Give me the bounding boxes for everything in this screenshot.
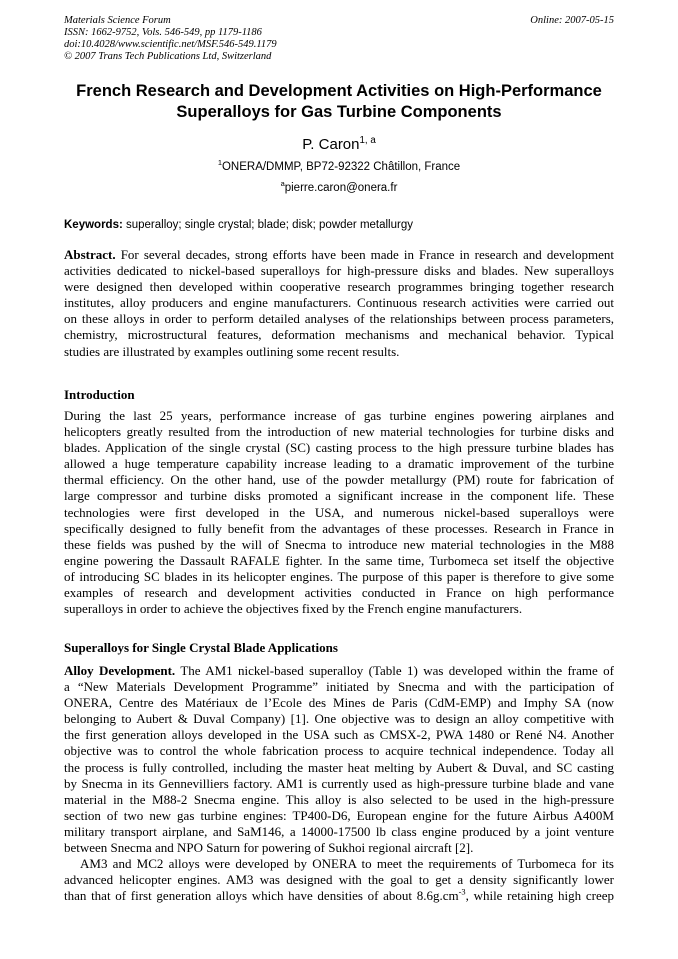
text-line [64,792,614,808]
text-line [64,888,614,904]
text-line [64,840,614,856]
keywords-text: superalloy; single crystal; blade; disk; powder metallurgy [122,219,413,231]
line-text: helicopters greatly resulted from the introduction of new material technologies for turbine disks and [64,424,614,440]
line-text: the first generation alloys developed in the USA such as CMSX-2, PWA 1480 or René N4. Another [64,727,614,743]
line-text: by Snecma in its Gennevilliers factory. AM1 is currently used as high-pressure turbine blade and vane [64,775,614,791]
alloy-development-paragraph [64,663,614,904]
line-text: The AM1 nickel-based superalloy (Table 1) was developed within the frame of [175,663,614,678]
line-text: these fields was pushed by the will of Snecma to introduce new material technologies in the M88 [64,536,614,552]
line-text: were designed then developed within cooperative research programmes bringing together research [64,279,614,295]
line-text: between Snecma and NPO Saturn for powering of Sukhoi regional aircraft [2]. [64,840,474,856]
line-text: of introducing SC blades in its helicopter engines. The purpose of this paper is therefore to give some [64,568,614,584]
text-line [64,695,614,711]
issn: ISSN: 1662-9752, Vols. 546-549, pp 1179-1186 [64,27,262,38]
text-line [64,311,614,327]
affiliation-text: ONERA/DMMP, BP72-92322 Châtillon, France [221,161,461,173]
line-text: a “New Materials Development Programme” initiated by Snecma and with the participation of [64,679,614,695]
run-in-heading: Abstract. [64,247,116,262]
line-text: military transport airplane, and SaM146, a 14000-17500 lb class engine produced by a joint venture [64,823,614,839]
line-text: material in the M88-2 Snecma engine. This alloy is also selected to be used in the high-pressure [64,791,614,807]
line-text: For several decades, strong efforts have been made in France in research and development [115,247,614,262]
text-line [64,856,614,872]
text-line [64,263,614,279]
text-line [64,488,614,504]
section-heading-single-crystal: Superalloys for Single Crystal Blade Applications [64,640,338,655]
affiliation-sup: 1 [217,158,222,168]
line-text: examples of research and development activities conducted in France on high performance [64,585,614,601]
paper-title [0,81,678,123]
run-in-heading: Alloy Development. [64,663,176,678]
line-text: activities dedicated to nickel-based superalloys for high-pressure disks and blades. New superalloys [64,263,614,279]
line-text: belonging to Aubert & Duval Company) [1]. One objective was to design an alloy competitive with [64,711,614,727]
line-text: During the last 25 years, performance increase of gas turbine engines powering airplanes and [64,408,614,423]
copyright: © 2007 Trans Tech Publications Ltd, Switzerland [64,51,272,62]
text-line [64,824,614,840]
text-line [64,760,614,776]
line-text: than that of first generation alloys which have densities of about 8.6g.cm [64,888,459,904]
text-line [64,327,614,343]
superscript: -3 [458,886,466,897]
introduction-paragraph [64,408,614,617]
line-text: on these alloys in order to perform detailed analyses of the relationships between process parameters, [64,311,614,327]
title-line: Superalloys for Gas Turbine Components [176,103,502,121]
line-text: large compressor and turbine disks promoted a significant increase in the component life. These [64,488,614,504]
line-text: advanced helicopter engines. AM3 was designed with the goal to get a density significantly lower [64,872,614,888]
line-text: blades. Application of the single crystal (SC) casting process to the high pressure turbine blades has [64,440,614,456]
line-text: the process is fully controlled, including the master heat melting by Aubert & Duval, and SC casting [64,759,614,775]
author [0,135,678,155]
text-line [64,743,614,759]
line-text: section of two new gas turbine engines: TP400-D6, European engine for the future Airbus A400M [64,807,614,823]
author-sup: 1, a [359,135,376,146]
keywords-label: Keywords: [64,219,123,231]
email [0,180,678,196]
journal-name: Materials Science Forum [64,15,171,26]
text-line [64,585,614,601]
text-line [64,776,614,792]
line-text: thermal efficiency. On the other hand, use of the powder metallurgy (PM) route for fabrication of [64,472,614,488]
text-line [64,601,614,617]
journal-header [64,15,277,63]
line-text: chemistry, microstructural features, deformation mechanisms and mechanical behavior. Typical [64,327,614,343]
line-text: specifically designed to fully benefit from the advantages of these processes. Research in France in [64,520,614,536]
text-line [64,456,614,472]
text-line [64,537,614,553]
line-text: studies are illustrated by examples outlining some recent results. [64,343,400,359]
line-text: ONERA, Centre des Matériaux de l’Ecole des Mines de Paris (CdM-EMP) and Imphy SA (now [64,695,614,711]
line-text: technologies were first developed in the USA, and numerous nickel-based superalloys were [64,504,614,520]
online-date: Online: 2007-05-15 [530,15,614,26]
text-line [64,424,614,440]
line-text: AM3 and MC2 alloys were developed by ONERA to meet the requirements of Turbomeca for its [80,856,614,872]
affiliation [0,159,678,175]
text-line [64,727,614,743]
text-line [64,663,614,679]
line-text: allowed a huge temperature capability increase leading to a dramatic improvement of the turbine [64,456,614,472]
text-line [64,472,614,488]
doi: doi:10.4028/www.scientific.net/MSF.546-549.1179 [64,39,277,50]
line-text: , while retaining high creep [465,888,614,904]
line-text: engine powering the Dassault RAFALE fighter. In the same time, Turbomeca set itself the objective [64,552,614,568]
text-line [64,872,614,888]
section-heading-introduction: Introduction [64,387,135,402]
text-line [64,569,614,585]
text-line [64,553,614,569]
text-line [64,440,614,456]
author-name: P. Caron [302,136,360,153]
email-sup: a [280,179,285,189]
abstract [64,247,614,360]
text-line [64,247,614,263]
keywords [64,217,413,233]
title-line: French Research and Development Activities on High-Performance [76,82,602,100]
line-text: superalloys in order to achieve the objectives fixed by the French engine manufacturers. [64,601,523,617]
text-line [64,344,614,360]
text-line [64,279,614,295]
text-line [64,679,614,695]
text-line [64,711,614,727]
line-text: objective was to control the whole fabrication process to acquire technical independence. Today all [64,743,614,759]
text-line [64,505,614,521]
email-text[interactable]: pierre.caron@onera.fr [284,182,398,194]
line-text: institutes, alloy producers and engine manufacturers. Continuous research activities were carried out [64,295,614,311]
text-line [64,408,614,424]
text-line [64,521,614,537]
text-line [64,295,614,311]
text-line [64,808,614,824]
